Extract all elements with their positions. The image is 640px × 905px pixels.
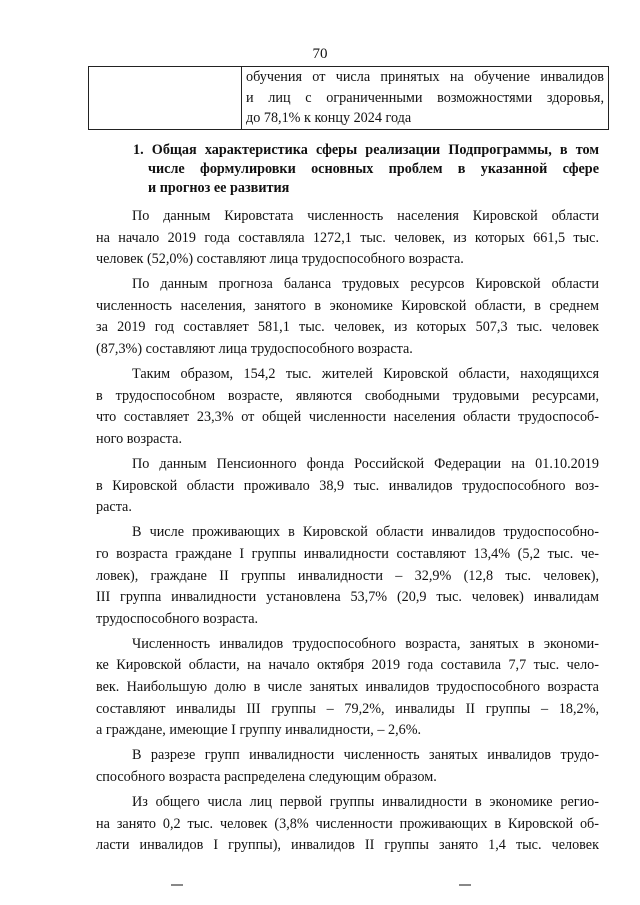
table-cell-empty [89,67,242,130]
text-line: (87,3%) составляют лица трудоспособного возраста. [96,341,413,358]
text-line: Численность инвалидов трудоспособного возраста, занятых в экономи- [132,635,599,652]
text-line: в Кировской области проживало 38,9 тыс. инвалидов трудоспособного воз- [96,477,599,494]
heading-line: 1. Общая характеристика сферы реализации Подпрограммы, в том [133,142,599,158]
paragraph-employed-disabled [96,634,599,742]
paragraph-disability-groups [96,522,599,630]
text-line: В разрезе групп инвалидности численность занятых инвалидов трудо- [132,747,599,764]
paragraph-free-resources [96,364,599,450]
text-line: а граждане, имеющие I группу инвалидности, – 2,6%. [96,722,422,739]
text-line: ласти инвалидов I группы), инвалидов II группы занято 1,4 тыс. человек [96,837,599,854]
table-row [89,67,609,130]
table-cell-line: до 78,1% к концу 2024 года [246,110,412,126]
text-line: В числе проживающих в Кировской области инвалидов трудоспособно- [132,524,599,541]
text-line: ловек), граждане II группы инвалидности – 32,9% (12,8 тыс. человек), [96,567,599,584]
text-line: раста. [96,499,132,516]
text-line: Таким образом, 154,2 тыс. жителей Кировской области, находящихся [132,366,599,383]
table-cell-line: и лиц с ограниченными возможностями здоровья, [246,89,604,106]
text-line: ного возраста. [96,430,182,447]
text-line: По данным Пенсионного фонда Российской Федерации на 01.10.2019 [132,456,599,473]
scan-mark [171,884,183,886]
section-heading [133,141,599,198]
paragraph-labor-balance [96,274,599,360]
text-line: численность населения, занятого в экономике Кировской области, в среднем [96,297,599,314]
text-line: По данным прогноза баланса трудовых ресурсов Кировской области [132,276,599,293]
text-line: способного возраста распределена следующим образом. [96,768,437,785]
table-cell-line: обучения от числа принятых на обучение инвалидов [246,69,604,85]
goal-table-fragment [88,66,609,130]
text-line: составляют инвалиды III группы – 79,2%, инвалиды II группы – 18,2%, [96,700,599,717]
text-line: век. Наибольшую долю в числе занятых инвалидов трудоспособного возраста [96,678,599,695]
text-line: Из общего числа лиц первой группы инвалидности в экономике регио- [132,793,599,810]
text-line: в трудоспособном возрасте, являются свободными трудовыми ресурсами, [96,387,599,404]
text-line: на начало 2019 года составляла 1272,1 тыс. человек, из которых 661,5 тыс. [96,229,599,246]
text-line: трудоспособного возраста. [96,610,259,627]
paragraph-pension-fund [96,454,599,519]
heading-line: и прогноз ее развития [148,180,290,196]
scan-mark [459,884,471,886]
paragraph-distribution-intro [96,745,599,788]
table-cell-indicator [242,67,609,130]
text-line: го возраста граждане I группы инвалидности составляют 13,4% (5,2 тыс. че- [96,545,599,562]
scan-artifacts [0,884,640,894]
text-line: ке Кировской области, на начало октября 2019 года составила 7,7 тыс. чело- [96,657,599,674]
text-line: По данным Кировстата численность населения Кировской области [132,208,599,224]
text-line: человек (52,0%) составляют лица трудоспособного возраста. [96,251,464,268]
page-number: 70 [312,46,328,62]
text-line: за 2019 год составляет 581,1 тыс. человек, из которых 507,3 тыс. человек [96,319,599,336]
body-text [96,206,599,860]
text-line: III группа инвалидности установлена 53,7% (20,9 тыс. человек) инвалидам [96,589,599,606]
text-line: что составляет 23,3% от общей численности населения области трудоспособ- [96,409,599,426]
paragraph-population [96,206,599,271]
heading-line: числе формулировки основных проблем в указанной сфере [148,161,599,177]
text-line: на занято 0,2 тыс. человек (3,8% численности проживающих в Кировской об- [96,815,599,832]
paragraph-group-breakdown [96,792,599,857]
